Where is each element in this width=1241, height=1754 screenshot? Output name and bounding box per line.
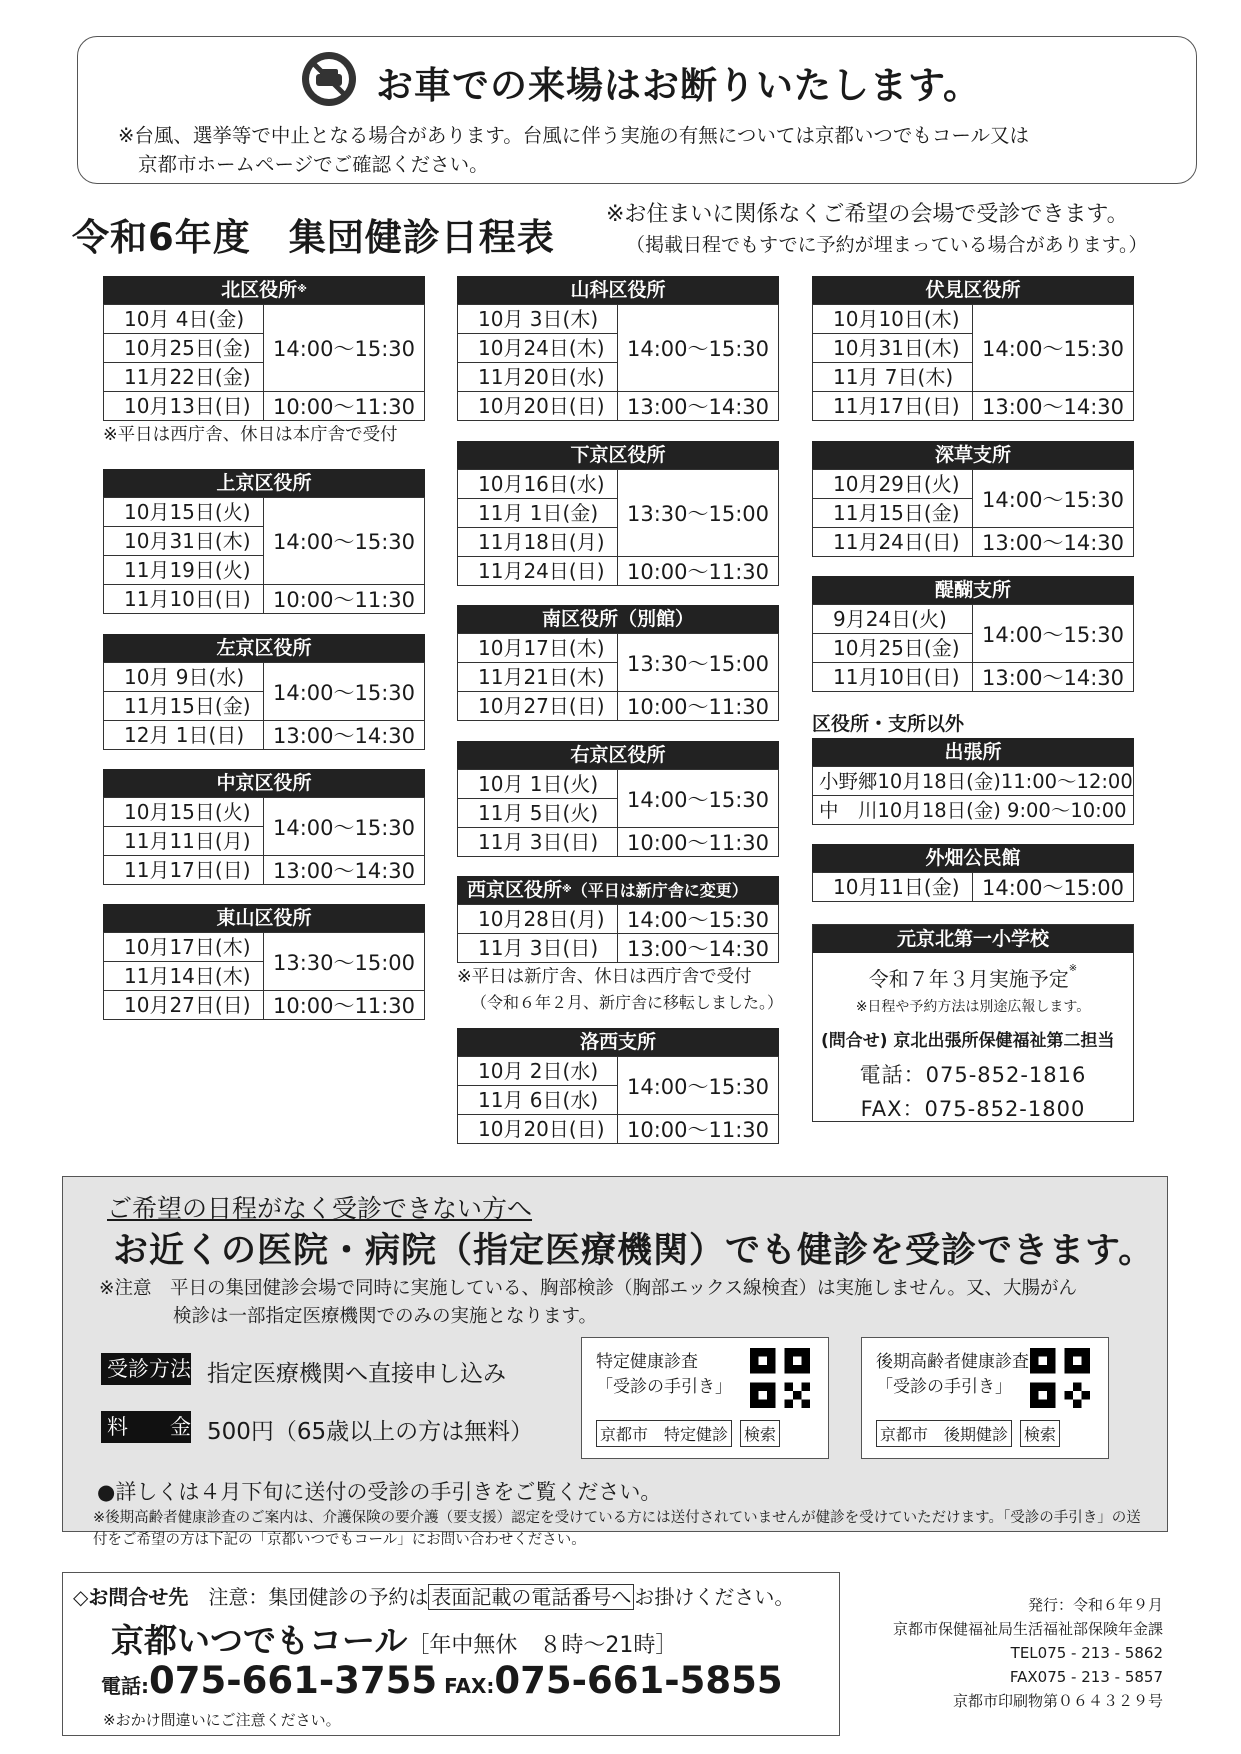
- venue-rakusai: 洛西支所 10月 2日(水) 11月 6日(水) 10月20日(日) 14:00～15:30 10:00～11:30: [457, 1028, 779, 1144]
- notice-title: お車での来場はお断りいたします。: [376, 64, 982, 107]
- venue-kamigyo: 上京区役所 10月15日(火) 10月31日(木) 11月19日(火) 11月10日(日) 14:00～15:30 10:00～11:30: [103, 469, 425, 614]
- method-text: 指定医療機関へ直接申し込み: [207, 1361, 506, 1387]
- venue-yamashina: 山科区役所 10月 3日(木) 10月24日(木) 11月20日(水) 10月20日(日) 14:00～15:30 13:00～14:30: [457, 276, 779, 421]
- venue-fushimi: 伏見区役所 10月10日(木) 10月31日(木) 11月 7日(木) 11月17日(日) 14:00～15:30 13:00～14:30: [812, 276, 1134, 421]
- venue-minami: 南区役所（別館） 10月17日(木) 11月21日(木) 10月27日(日) 13:30～15:00 10:00～11:30: [457, 605, 779, 721]
- qr-kouki: 後期高齢者健康診査 「受診の手引き」 京都市 後期健診 検索: [861, 1337, 1109, 1459]
- clinic-lead: ご希望の日程がなく受診できない方へ: [107, 1194, 533, 1223]
- notice-note: ※台風、選挙等で中止となる場合があります。台風に伴う実施の有無については京都いつでもコール又は 京都市ホームページでご確認ください。: [118, 124, 1029, 176]
- qr-tokutei: 特定健康診査 「受診の手引き」 京都市 特定健診 検索: [581, 1337, 829, 1459]
- fee-text: 500円（65歳以上の方は無料）: [207, 1419, 534, 1445]
- venue-daigo: 醍醐支所 9月24日(火) 10月25日(金) 11月10日(日) 14:00～15:30 13:00～14:30: [812, 576, 1134, 692]
- search-term: 京都市 後期健診: [876, 1420, 1012, 1447]
- issuer-info: 発行：令和６年９月 京都市保健福祉局生活福祉部保険年金課 TEL075 - 213 - 5862 FAX075 - 213 - 5857 京都市印刷物第０６４３２９号: [892, 1596, 1163, 1710]
- qr-code-icon[interactable]: [1030, 1348, 1090, 1408]
- venue-sotohata: 外畑公民館 10月11日(金) 14:00～15:00: [812, 844, 1134, 902]
- venue-nakagyo: 中京区役所 10月15日(火) 11月11日(月) 11月17日(日) 14:00～15:30 13:00～14:30: [103, 769, 425, 885]
- method-label: 受診方法: [101, 1353, 191, 1385]
- detail-note: ●詳しくは４月下旬に送付の受診の手引きをご覧ください。: [97, 1480, 662, 1504]
- search-term: 京都市 特定健診: [596, 1420, 732, 1447]
- contact-box: ◇お問合せ先 注意：集団健診の予約は 表面記載の電話番号へ お掛けください。 京都いつでもコール［年中無休 ８時～21時］ 電話:075-661-3755 FAX:075-661-5855 ※おかけ間違いにご注意ください。: [62, 1572, 840, 1736]
- dial-warning: ※おかけ間違いにご注意ください。: [103, 1711, 341, 1729]
- venue-note: ※お住まいに関係なくご希望の会場で受診できます。 （掲載日程でもすでに予約が埋まっている場合があります。）: [606, 202, 1148, 256]
- tel-link[interactable]: 075-661-3755: [149, 1659, 438, 1702]
- footnote: ※後期高齢者健康診査のご案内は、介護保険の要介護（要支援）認定を受けている方には送付されていませんが健診を受けていただけます。「受診の手引き」の送付をご希望の方は下記の「京都いつでもコール」にお問い合わせください。: [93, 1510, 1141, 1548]
- no-car-icon: [300, 50, 358, 108]
- clinic-caution: ※注意 平日の集団健診会場で同時に実施している、胸部検診（胸部エックス線検査）は実施しません。又、大腸がん 検診は一部指定医療機関でのみの実施となります。: [99, 1278, 1078, 1327]
- clinic-info: [62, 1176, 1168, 1548]
- search-button[interactable]: 検索: [1020, 1420, 1060, 1447]
- venue-sakyo: 左京区役所 10月 9日(水) 11月15日(金) 12月 1日(日) 14:00～15:30 13:00～14:30: [103, 634, 425, 750]
- page-title: 令和6年度 集団健診日程表: [72, 216, 555, 259]
- venue-ukyo: 右京区役所 10月 1日(火) 11月 5日(火) 11月 3日(日) 14:00～15:30 10:00～11:30: [457, 741, 779, 857]
- call-center: 京都いつでもコール［年中無休 ８時～21時］: [111, 1621, 678, 1660]
- venue-fukakusa: 深草支所 10月29日(火) 11月15日(金) 11月24日(日) 14:00～15:30 13:00～14:30: [812, 441, 1134, 557]
- no-car-notice: [77, 36, 1197, 184]
- venue-kita: 北区役所※ 10月 4日(金) 10月25日(金) 11月22日(金) 10月13日(日) 14:00～15:30 10:00～11:30 ※平日は西庁舎、休日は本庁舎で受付: [103, 276, 425, 448]
- fee-label: 料 金: [101, 1411, 191, 1443]
- phone-numbers: 電話:075-661-3755 FAX:075-661-5855: [101, 1659, 783, 1702]
- venue-motoyama: 元京北第一小学校 令和７年３月実施予定※ ※日程や予約方法は別途広報します。 (問合せ) 京北出張所保健福祉第二担当 電話：075-852-1816 FAX：075-852-1800: [812, 924, 1134, 1122]
- venue-nishikyo: 西京区役所※（平日は新庁舎に変更） 10月28日(月) 11月 3日(日) 14:00～15:30 13:00～14:30 ※平日は新庁舎、休日は西庁舎で受付 （令和６年２月、新庁舎に移転しました。）: [457, 876, 779, 1015]
- venue-higashiyama: 東山区役所 10月17日(木) 11月14日(木) 10月27日(日) 13:30～15:00 10:00～11:30: [103, 904, 425, 1020]
- outside-label: 区役所・支所以外: [812, 713, 965, 735]
- clinic-headline: お近くの医院・病院（指定医療機関）でも健診を受診できます。: [113, 1231, 1155, 1271]
- venue-shimogyo: 下京区役所 10月16日(水) 11月 1日(金) 11月18日(月) 11月24日(日) 13:30～15:00 10:00～11:30: [457, 441, 779, 586]
- search-button[interactable]: 検索: [740, 1420, 780, 1447]
- venue-shucchojo: 出張所 小野郷10月18日(金)11:00～12:00 中 川10月18日(金) 9:00～10:00: [812, 738, 1134, 825]
- qr-code-icon[interactable]: [750, 1348, 810, 1408]
